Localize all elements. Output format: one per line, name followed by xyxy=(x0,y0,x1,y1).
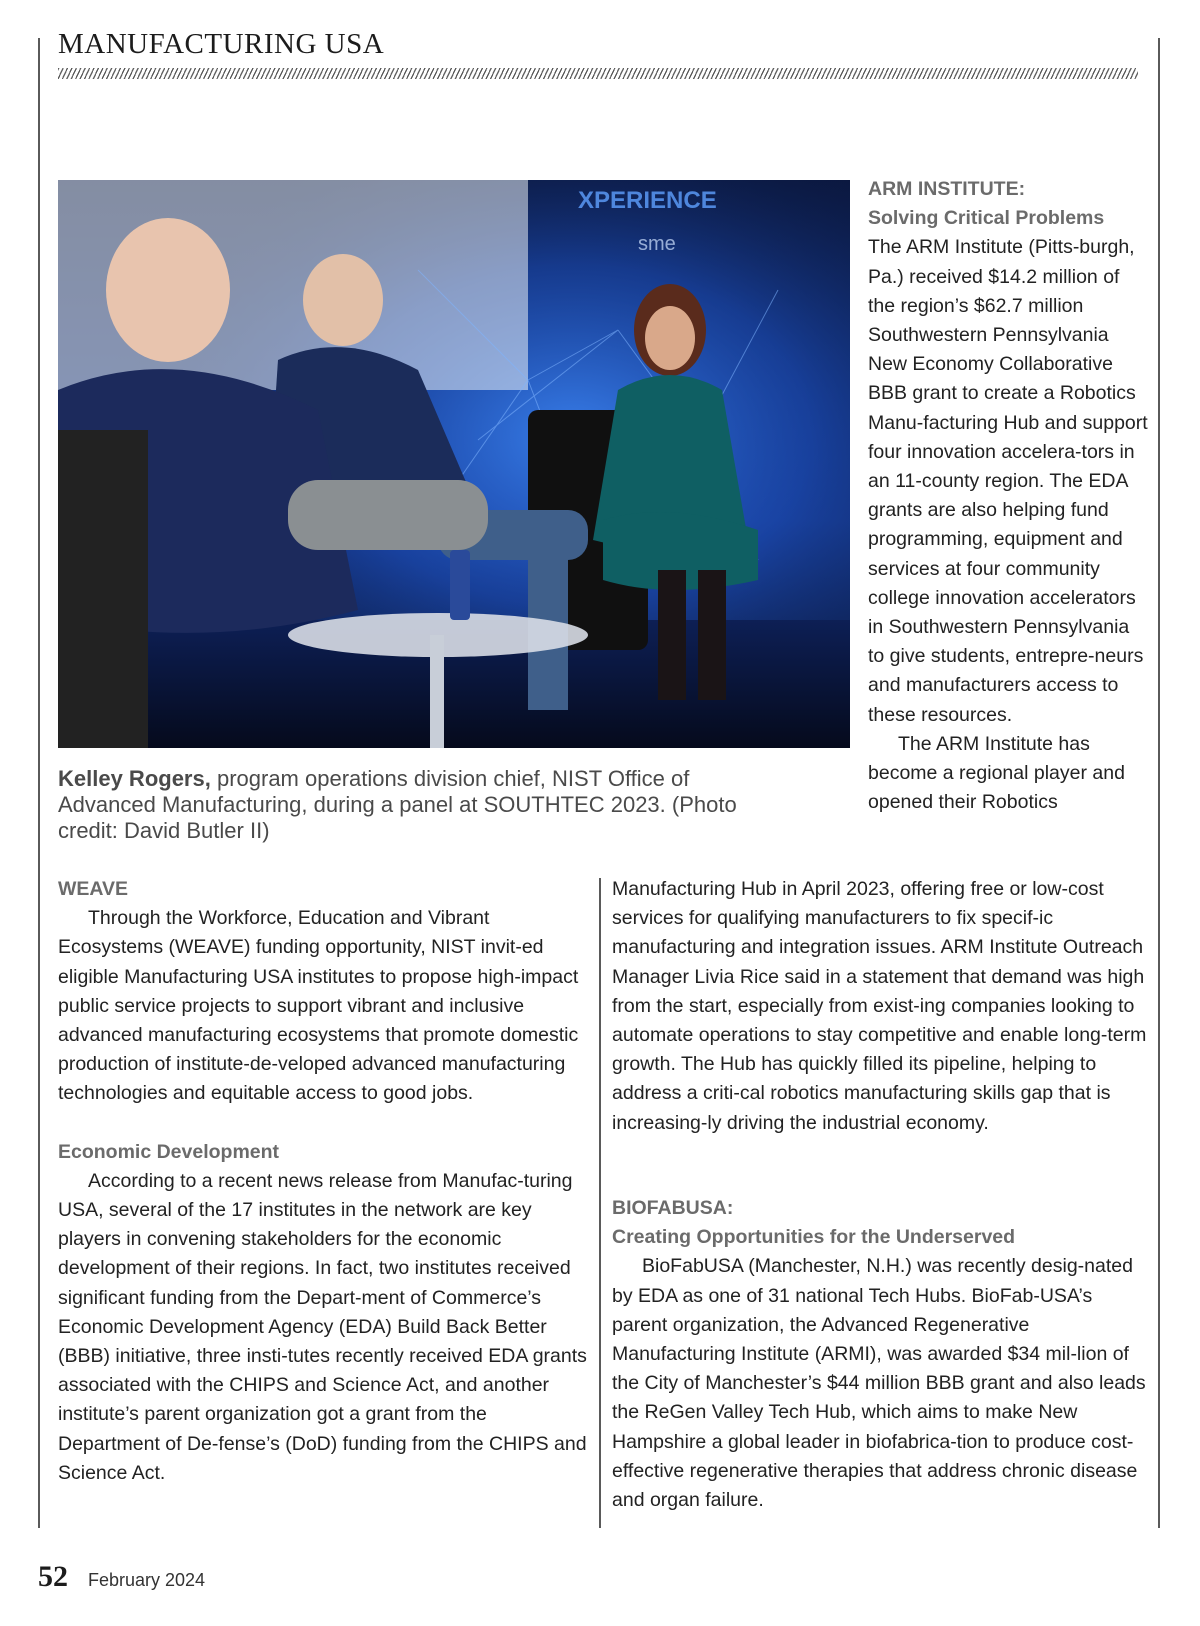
arm-paragraph-1: The ARM Institute (Pitts-burgh, Pa.) received $14.2 million of the region’s $62.7 million Southwestern Pennsylvania New Economy Collaborative BBB grant to create a Robotics Manu-facturing Hub and support four innovation accelera-tors in an 11-county region. The EDA grants are also helping fund programming, equipment and services at four community college innovation accelerators in Southwestern Pennsylvania to give students, entrepre-neurs and manufacturers access to these resources. xyxy=(868,236,1148,726)
biofab-heading: BIOFABUSA: xyxy=(612,1197,734,1219)
arm-paragraph-2-start: The ARM Institute has become a regional player and opened their Robotics xyxy=(868,732,1125,814)
issue-date: February 2024 xyxy=(88,1570,206,1590)
screen-sponsor-text: sme xyxy=(638,233,676,255)
arm-paragraph-2-end: Manufacturing Hub in April 2023, offering free or low-cost services for qualifying manufacturers to fix specif-ic manufacturing and integration issues. ARM Institute Outreach Manager Livia Rice said in a statement that demand was high from the start, especially from exist-ing companies looking to automate operations to stay competitive and enable long-term growth. The Hub has quickly filled its pipeline, helping to address a criti-cal robotics manufacturing skills gap that is increasing-ly driving the industrial economy. xyxy=(612,878,1147,1134)
econ-paragraph: According to a recent news release from Manufac-turing USA, several of the 17 institutes in the network are key players in convening stakeholders for the economic development of their regions. In fact, two institutes received significant funding from the Depart-ment of Commerce’s Economic Development Agency (EDA) Build Back Better (BBB) initiative, three insti-tutes recently received EDA grants associated with the CHIPS and Science Act, and another institute’s parent organization got a grant from the Department of De-fense’s (DoD) funding from the CHIPS and Science Act. xyxy=(58,1169,587,1484)
biofab-column xyxy=(612,1194,1147,1515)
caption-name: Kelley Rogers, xyxy=(58,766,211,791)
column-divider xyxy=(599,878,601,1528)
biofab-paragraph: BioFabUSA (Manchester, N.H.) was recently desig-nated by EDA as one of 31 national Tech Hubs. BioFab-USA’s parent organization, the Advanced Regenerative Manufacturing Institute (ARMI), was awarded $34 mil-lion of the City of Manchester’s $44 million BBB grant and also leads the ReGen Valley Tech Hub, which aims to make New Hampshire a global leader in biofabrica-tion to produce cost-effective regenerative therapies that address chronic disease and organ failure. xyxy=(612,1255,1146,1512)
water-bottle xyxy=(450,550,470,620)
right-frame-rule xyxy=(1158,38,1160,1528)
weave-paragraph: Through the Workforce, Education and Vibrant Ecosystems (WEAVE) funding opportunity, NIST invit-ed eligible Manufacturing USA institutes to propose high-impact public service projects to support vibrant and inclusive advanced manufacturing ecosystems that promote domestic production of institute-de-veloped advanced manufacturing technologies and equitable access to good jobs. xyxy=(58,907,579,1105)
table-leg xyxy=(430,635,444,748)
left-column xyxy=(58,875,593,1488)
caption-text: program operations division chief, NIST Office of Advanced Manufacturing, during a panel at SOUTHTEC 2023. (Photo credit: David Butler II) xyxy=(58,766,737,843)
panel-photo xyxy=(58,180,850,748)
panel-photo-illustration xyxy=(58,180,850,748)
left-frame-rule xyxy=(38,38,40,1528)
econ-heading: Economic Development xyxy=(58,1140,280,1163)
page-number: 52 xyxy=(38,1560,68,1593)
section-title: MANUFACTURING USA xyxy=(58,28,385,60)
header-hatch-rule xyxy=(58,68,1138,79)
weave-heading: WEAVE xyxy=(58,878,129,900)
arm-continued-column xyxy=(612,875,1147,1138)
arm-institute-column xyxy=(868,175,1150,817)
photo-caption xyxy=(58,766,758,844)
arm-subheading: Solving Critical Problems xyxy=(868,207,1105,230)
biofab-subheading: Creating Opportunities for the Underserved xyxy=(612,1226,1016,1249)
screen-banner-text: XPERIENCE xyxy=(578,187,717,214)
arm-heading: ARM INSTITUTE: xyxy=(868,178,1026,200)
